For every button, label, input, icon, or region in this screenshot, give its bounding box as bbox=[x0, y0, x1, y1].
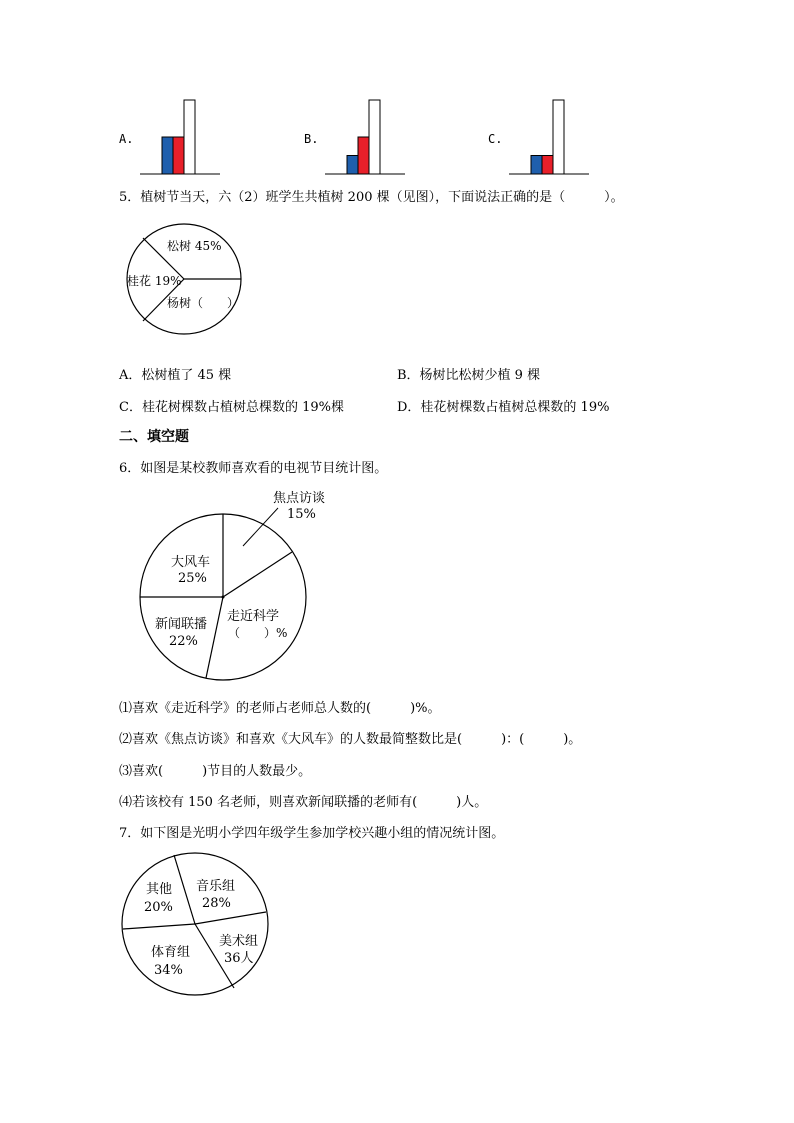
pie-label-qita-name: 其他 bbox=[146, 882, 173, 897]
pie-label-song: 松树 45% bbox=[167, 239, 222, 253]
bar-2 bbox=[542, 156, 553, 175]
q6-sub2: ⑵喜欢《焦点访谈》和喜欢《大风车》的人数最简整数比是( )：( )。 bbox=[119, 732, 582, 747]
q6-sub1: ⑴喜欢《走近科学》的老师占老师总人数的( )%。 bbox=[119, 701, 441, 716]
q6-pie-chart bbox=[135, 484, 375, 684]
q5-option-d: D．桂花树棵数占植树总棵数的 19% bbox=[397, 400, 610, 415]
pie-label-xinwen-name: 新闻联播 bbox=[155, 617, 208, 632]
bar-2 bbox=[173, 137, 184, 174]
pie-label-kexue-name: 走近科学 bbox=[227, 609, 280, 624]
pie-label-kexue-pct: （ ）% bbox=[228, 626, 288, 640]
bar-3 bbox=[553, 100, 564, 174]
section-title: 二、填空题 bbox=[119, 429, 189, 445]
pie-label-dafengche-pct: 25% bbox=[178, 571, 207, 586]
option-b-label: B. bbox=[304, 132, 319, 146]
pie-label-meishu-name: 美术组 bbox=[219, 934, 259, 949]
option-b-chart bbox=[325, 96, 405, 178]
bar-2 bbox=[358, 137, 369, 174]
q7-question: 7．如下图是光明小学四年级学生参加学校兴趣小组的情况统计图。 bbox=[119, 826, 505, 841]
bar-1 bbox=[531, 156, 542, 175]
pie-label-xinwen-pct: 22% bbox=[169, 634, 198, 649]
pie-label-gui: 桂花 19% bbox=[127, 274, 182, 288]
option-c-label: C. bbox=[488, 132, 503, 146]
pie-label-yinyue-pct: 28% bbox=[202, 896, 231, 911]
q6-sub3: ⑶喜欢( )节目的人数最少。 bbox=[119, 764, 312, 779]
option-a-label: A. bbox=[119, 132, 134, 146]
bar-3 bbox=[184, 100, 195, 174]
q5-option-c: C．桂花树棵数占植树总棵数的 19%棵 bbox=[119, 400, 344, 415]
bar-1 bbox=[162, 137, 173, 174]
q6-sub4: ⑷若该校有 150 名老师，则喜欢新闻联播的老师有( )人。 bbox=[119, 795, 488, 810]
option-a-chart bbox=[140, 96, 220, 178]
pie-label-jiaodian-name: 焦点访谈 bbox=[273, 491, 326, 506]
bar-3 bbox=[369, 100, 380, 174]
pie-label-qita-pct: 20% bbox=[144, 900, 173, 915]
q7-pie-chart bbox=[118, 852, 278, 1002]
pie-label-dafengche-name: 大风车 bbox=[171, 555, 211, 570]
q5-option-b: B．杨树比松树少植 9 棵 bbox=[397, 368, 541, 383]
pie-label-yang: 杨树（ ） bbox=[167, 296, 240, 310]
pie-label-meishu-val: 36人 bbox=[224, 951, 254, 966]
pie-label-tiyu-pct: 34% bbox=[154, 963, 183, 978]
pie-label-jiaodian-pct: 15% bbox=[287, 507, 316, 522]
q6-question: 6．如图是某校教师喜欢看的电视节目统计图。 bbox=[119, 461, 388, 476]
pie-label-tiyu-name: 体育组 bbox=[151, 945, 191, 960]
q5-option-a: A．松树植了 45 棵 bbox=[119, 368, 232, 383]
option-c-chart bbox=[509, 96, 589, 178]
bar-1 bbox=[347, 156, 358, 175]
pie-label-yinyue-name: 音乐组 bbox=[196, 879, 236, 894]
q5-pie-chart bbox=[120, 222, 250, 342]
q5-question: 5．植树节当天，六（2）班学生共植树 200 棵（见图），下面说法正确的是（ ）。 bbox=[119, 190, 624, 205]
